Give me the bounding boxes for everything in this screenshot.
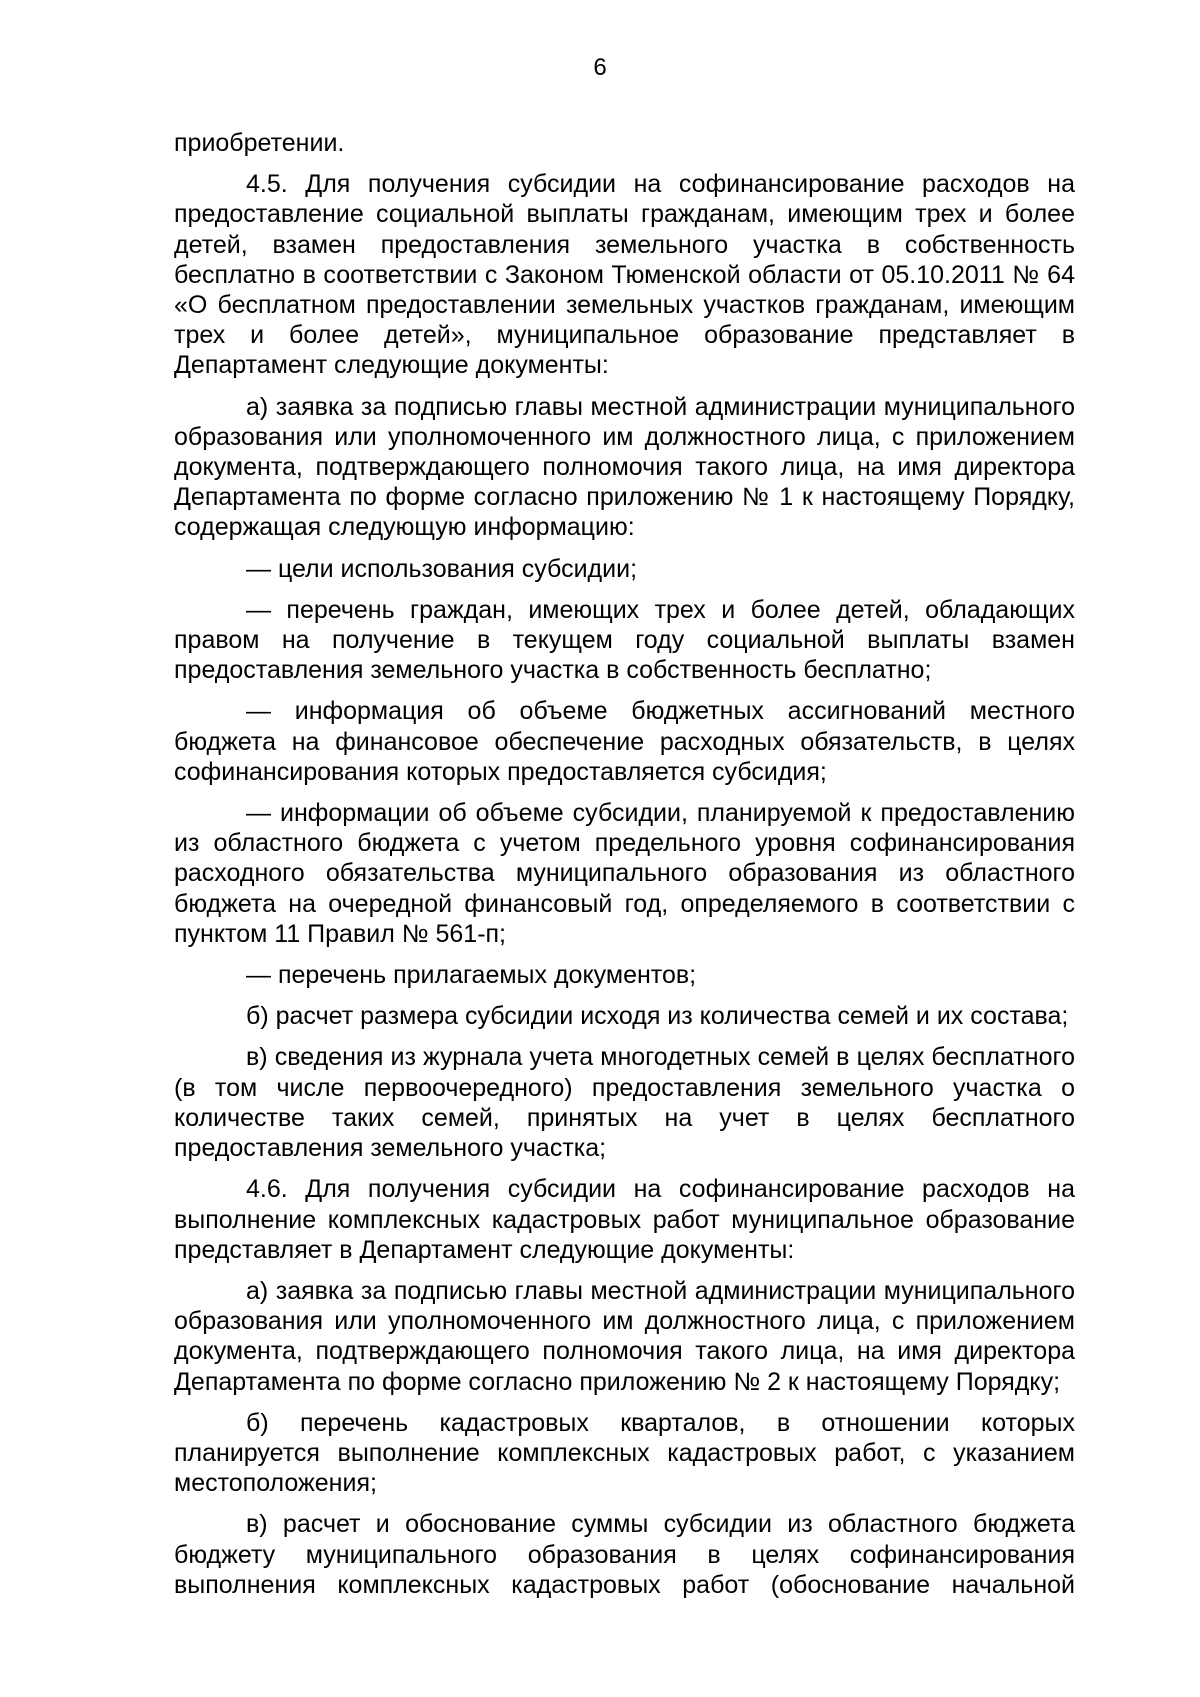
- page-number: 6: [593, 54, 607, 81]
- paragraph-continuation: приобретении.: [174, 129, 345, 157]
- paragraph-dash-budget-info: — информация об объеме бюджетных ассигнований местного бюджета на финансовое обеспечение расходных обязательств, в целях софинансирования которых предоставляется субсидия;: [174, 697, 1075, 786]
- paragraph-dash-subsidy-info: — информации об объеме субсидии, планируемой к предоставлению из областного бюджета с учетом предельного уровня софинансирования расходного обязательства муниципального образования из областного бюджета на очередной финансовый год, определяемого в соответствии с пунктом 11 Правил № 561-п;: [174, 799, 1075, 948]
- paragraph-item-a: а) заявка за подписью главы местной администрации муниципального образования или уполномоченного им должностного лица, с приложением документа, подтверждающего полномочия такого лица, на имя директора Департамента по форме согласно приложению № 1 к настоящему Порядку, содержащая следующую информацию:: [174, 392, 1075, 542]
- paragraph-4-6-item-b: б) перечень кадастровых кварталов, в отношении которых планируется выполнение комплексных кадастровых работ, с указанием местоположения;: [174, 1408, 1075, 1498]
- paragraph-section-4-6: 4.6. Для получения субсидии на софинансирование расходов на выполнение комплексных кадастровых работ муниципальное образование представляет в Департамент следующие документы:: [174, 1175, 1075, 1264]
- document-body: [174, 128, 1075, 1611]
- paragraph-item-b: б) расчет размера субсидии исходя из количества семей и их состава;: [246, 1002, 1069, 1031]
- paragraph-section-4-5: 4.5. Для получения субсидии на софинансирование расходов на предоставление социальной выплаты гражданам, имеющим трех и более детей, взамен предоставления земельного участка в собственность бесплатно в соответствии с Законом Тюменской области от 05.10.2011 № 64 «О бесплатном предоставлении земельных участков гражданам, имеющим трех и более детей», муниципальное образование представляет в Департамент следующие документы:: [174, 170, 1075, 380]
- paragraph-4-6-item-a: а) заявка за подписью главы местной администрации муниципального образования или уполномоченного им должностного лица, с приложением документа, подтверждающего полномочия такого лица, на имя директора Департамента по форме согласно приложению № 2 к настоящему Порядку;: [174, 1276, 1075, 1396]
- paragraph-4-6-item-v: в) расчет и обоснование суммы субсидии из областного бюджета бюджету муниципального образования в целях софинансирования выполнения комплексных кадастровых работ (обоснование начальной: [174, 1510, 1075, 1599]
- paragraph-dash-purposes: — цели использования субсидии;: [246, 554, 638, 583]
- paragraph-dash-citizens-list: — перечень граждан, имеющих трех и более детей, обладающих правом на получение в текущем году социальной выплаты взамен предоставления земельного участка в собственность бесплатно;: [174, 595, 1075, 685]
- paragraph-item-v: в) сведения из журнала учета многодетных семей в целях бесплатного (в том числе первоочередного) предоставления земельного участка о количестве таких семей, принятых на учет в целях бесплатного предоставления земельного участка;: [174, 1043, 1075, 1163]
- paragraph-dash-documents-list: — перечень прилагаемых документов;: [246, 961, 697, 990]
